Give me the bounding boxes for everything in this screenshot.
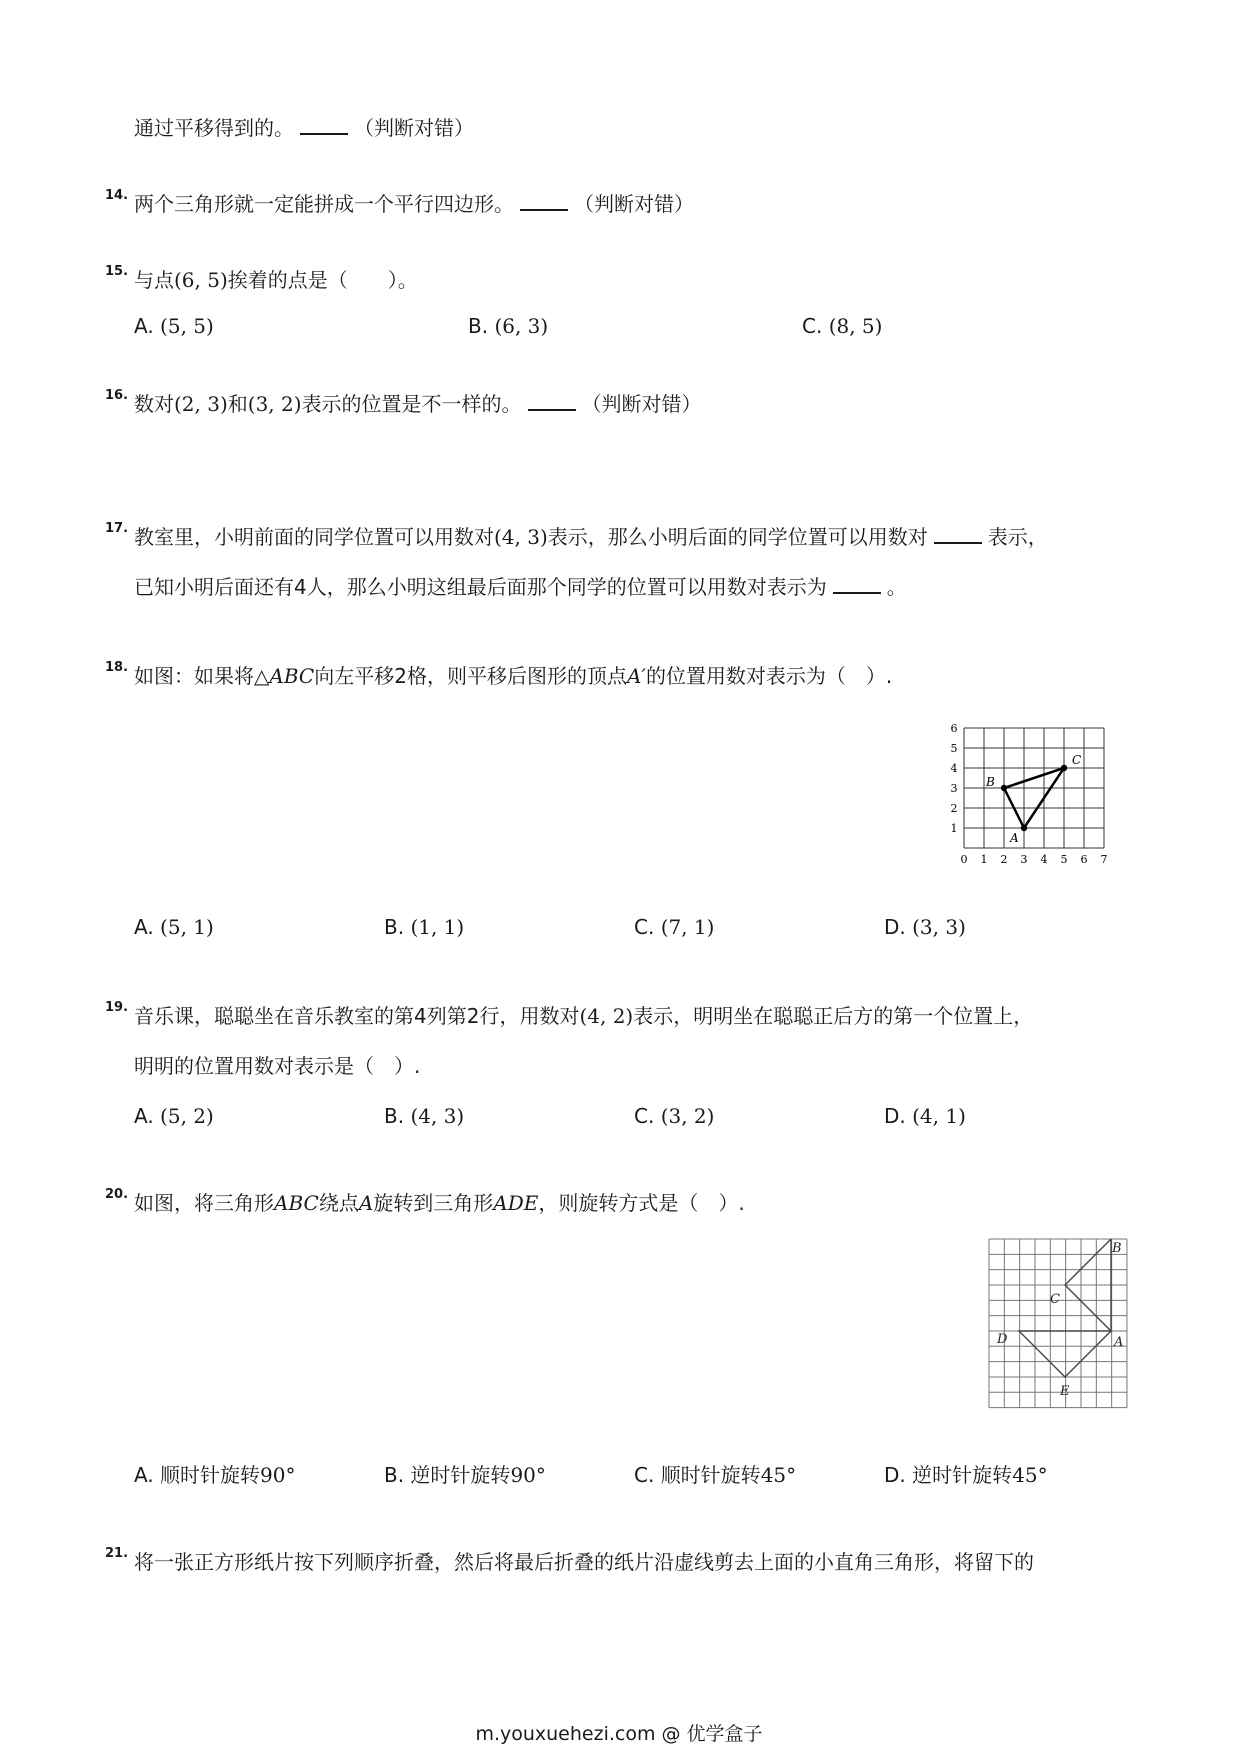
q14-suffix: （判断对错） (574, 192, 694, 216)
q13-suffix: （判断对错） (354, 116, 474, 140)
option-label: B. (468, 314, 489, 338)
option-text: 顺时针旋转 (660, 1463, 761, 1487)
option-label: C. (802, 314, 823, 338)
x-tick-label: 4 (1040, 853, 1048, 866)
q17-number: 17. (105, 521, 129, 536)
q20-option-d[interactable] (884, 1460, 1048, 1490)
option-value: (6, 3) (494, 314, 549, 338)
q17-text-e: 。 (886, 575, 907, 599)
fig18-grid (964, 728, 1104, 848)
option-value: (8, 5) (828, 314, 883, 338)
q20-pre: 如图，将三角形 (134, 1191, 274, 1215)
q16-answer-blank[interactable] (528, 391, 576, 411)
option-value: (1, 1) (410, 915, 465, 939)
q15-option-c[interactable] (802, 311, 882, 341)
vertex-label: A (1010, 831, 1019, 845)
q13-answer-blank[interactable] (300, 115, 348, 135)
q16-line (134, 389, 702, 419)
x-tick-label: 0 (960, 853, 968, 866)
q18-option-d[interactable] (884, 912, 966, 942)
option-value: (4, 1) (912, 1104, 966, 1128)
option-degree: 45° (760, 1463, 797, 1487)
x-tick-label: 1 (980, 853, 988, 866)
label-d: D (997, 1332, 1008, 1347)
option-value: (5, 5) (160, 314, 214, 338)
option-value: (5, 2) (160, 1104, 214, 1128)
q18-vertex: A′ (626, 664, 646, 688)
y-tick-label: 2 (950, 802, 958, 815)
q15-pre: 与点 (134, 268, 174, 292)
label-c: C (1050, 1292, 1060, 1307)
page-footer: m.youxuehezi.com @ 优学盒子 (475, 1723, 763, 1745)
fig20-labels (996, 1241, 1123, 1399)
q20-option-b[interactable] (384, 1460, 546, 1490)
q19-text-a: 音乐课，聪聪坐在音乐教室的第4列第2行，用数对 (134, 1004, 580, 1028)
option-label: B. (384, 1463, 405, 1487)
option-label: C. (634, 1463, 655, 1487)
q18-grid-figure (940, 715, 1140, 880)
x-tick-label: 2 (1000, 853, 1008, 866)
q18-pre: 如图：如果将△ (134, 664, 270, 688)
option-degree: 90° (510, 1463, 546, 1487)
option-label: A. (134, 1104, 154, 1128)
q18-number: 18. (105, 660, 129, 675)
fig18-points (985, 753, 1081, 845)
q19-line-1 (134, 1001, 1033, 1031)
option-label: B. (384, 1104, 405, 1128)
q15-option-b[interactable] (468, 311, 548, 341)
vertex-label: B (986, 775, 995, 789)
q14-text: 两个三角形就一定能拼成一个平行四边形。 (134, 192, 514, 216)
q18-mid: 向左平移2格，则平移后图形的顶点 (314, 664, 627, 688)
q20-mid-2: 旋转到三角形 (373, 1191, 494, 1215)
q15-line (134, 265, 418, 295)
q17-answer-blank-2[interactable] (833, 574, 881, 594)
q15-number: 15. (105, 264, 129, 279)
q14-number: 14. (105, 188, 129, 203)
option-degree: 45° (1012, 1463, 1048, 1487)
option-text: 顺时针旋转 (160, 1463, 261, 1487)
q21-number: 21. (105, 1546, 129, 1561)
q19-option-d[interactable] (884, 1101, 966, 1131)
q19-pair: (4, 2) (579, 1004, 634, 1028)
x-tick-label: 3 (1020, 853, 1028, 866)
label-a: A (1114, 1335, 1124, 1350)
option-value: (3, 3) (912, 915, 966, 939)
vertex-b (1001, 785, 1007, 791)
q20-grid-figure (985, 1235, 1130, 1430)
q14-line (134, 189, 694, 219)
fig20-grid (989, 1239, 1127, 1408)
q20-line (134, 1188, 745, 1218)
triangle-ade (1019, 1331, 1111, 1377)
q20-triangle-2: ADE (493, 1191, 539, 1215)
option-label: D. (884, 1463, 906, 1487)
option-label: C. (634, 915, 655, 939)
option-value: (7, 1) (660, 915, 715, 939)
q13-text: 通过平移得到的。 (134, 116, 294, 140)
y-tick-label: 4 (950, 762, 958, 775)
q20-option-a[interactable] (134, 1460, 296, 1490)
option-label: A. (134, 1463, 154, 1487)
q17-line-2 (134, 572, 907, 602)
option-label: A. (134, 915, 154, 939)
y-tick-label: 3 (950, 782, 958, 795)
q20-mid-1: 绕点 (318, 1191, 359, 1215)
q16-number: 16. (105, 388, 129, 403)
option-value: (3, 2) (660, 1104, 715, 1128)
q17-text-a: 教室里，小明前面的同学位置可以用数对 (134, 525, 494, 549)
fig18-triangle (1004, 768, 1064, 828)
fig20-lines (1019, 1239, 1111, 1377)
q17-text-d: 已知小明后面还有4人，那么小明这组最后面那个同学的位置可以用数对表示为 (134, 575, 827, 599)
label-b: B (1112, 1241, 1122, 1256)
option-text: 逆时针旋转 (410, 1463, 511, 1487)
y-tick-label: 6 (950, 722, 958, 735)
option-label: A. (134, 314, 154, 338)
vertex-a (1021, 825, 1027, 831)
q16-pair-1: (2, 3) (174, 392, 228, 416)
option-label: B. (384, 915, 405, 939)
q15-post: 挨着的点是（ ）。 (227, 268, 418, 292)
y-tick-label: 1 (950, 822, 958, 835)
option-label: C. (634, 1104, 655, 1128)
q19-option-a[interactable] (134, 1101, 214, 1131)
q20-option-c[interactable] (634, 1460, 796, 1490)
option-value: (4, 3) (410, 1104, 465, 1128)
q17-answer-blank-1[interactable] (934, 524, 982, 544)
q16-pair-2: (3, 2) (247, 392, 302, 416)
option-label: D. (884, 1104, 906, 1128)
q20-point: A (358, 1191, 374, 1215)
q18-post: 的位置用数对表示为（ ）. (645, 664, 893, 688)
q18-option-b[interactable] (384, 912, 464, 942)
y-tick-label: 5 (950, 742, 958, 755)
q17-line-1 (134, 522, 1048, 552)
q20-triangle-1: ABC (274, 1191, 319, 1215)
q18-option-a[interactable] (134, 912, 214, 942)
option-text: 逆时针旋转 (912, 1463, 1013, 1487)
q13-line (134, 113, 474, 143)
q19-text-c: 明明的位置用数对表示是（ ）. (134, 1054, 421, 1078)
q15-option-a[interactable] (134, 311, 214, 341)
q18-line (134, 661, 892, 691)
q16-mid: 和 (227, 392, 248, 416)
vertex-label: C (1072, 753, 1082, 767)
option-value: (5, 1) (160, 915, 214, 939)
q20-post: ，则旋转方式是（ ）. (538, 1191, 745, 1215)
q15-point: (6, 5) (174, 268, 228, 292)
x-tick-label: 7 (1100, 853, 1108, 866)
q19-text-b: 表示，明明坐在聪聪正后方的第一个位置上， (633, 1004, 1034, 1028)
q14-answer-blank[interactable] (520, 191, 568, 211)
option-label: D. (884, 915, 906, 939)
q18-option-c[interactable] (634, 912, 714, 942)
q16-pre: 数对 (134, 392, 174, 416)
q20-number: 20. (105, 1187, 129, 1202)
q21-text: 将一张正方形纸片按下列顺序折叠，然后将最后折叠的纸片沿虚线剪去上面的小直角三角形，将留下的 (134, 1550, 1034, 1574)
q18-triangle: ABC (269, 664, 315, 688)
x-tick-label: 5 (1060, 853, 1068, 866)
q17-text-b: 表示，那么小明后面的同学位置可以用数对 (547, 525, 928, 549)
q16-suffix: （判断对错） (581, 392, 702, 416)
q17-text-c: 表示， (987, 525, 1048, 549)
x-tick-label: 6 (1080, 853, 1088, 866)
q19-option-c[interactable] (634, 1101, 714, 1131)
q16-post: 表示的位置是不一样的。 (301, 392, 522, 416)
vertex-c (1061, 765, 1067, 771)
label-e: E (1060, 1384, 1070, 1399)
q19-line-2 (134, 1051, 420, 1081)
q19-number: 19. (105, 1000, 129, 1015)
q19-option-b[interactable] (384, 1101, 464, 1131)
option-degree: 90° (260, 1463, 296, 1487)
q17-pair: (4, 3) (494, 525, 548, 549)
q21-line (134, 1547, 1034, 1577)
